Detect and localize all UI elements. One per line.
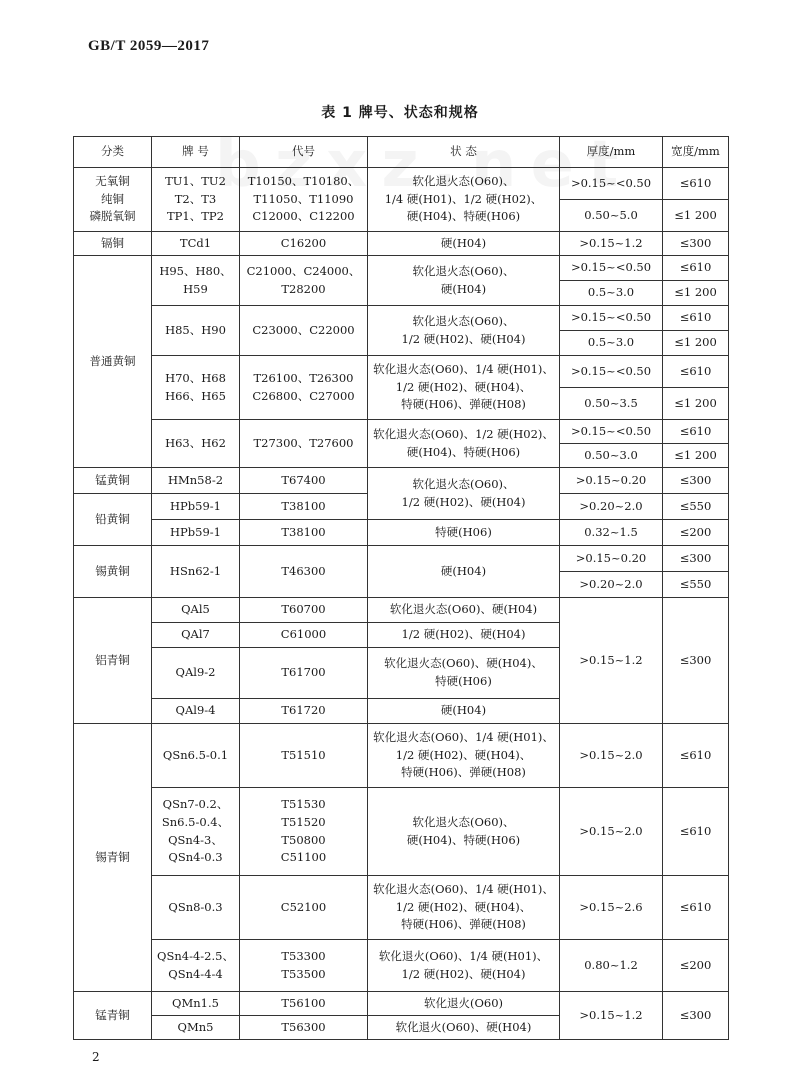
table-cell: >0.15~1.2 <box>560 598 663 724</box>
table-cell: ≤610 <box>663 306 729 331</box>
table-cell: T46300 <box>240 546 368 598</box>
table-cell: T51530 T51520 T50800 C51100 <box>240 788 368 876</box>
table-cell: 软化退火态(O60)、1/2 硬(H02)、 硬(H04)、特硬(H06) <box>368 420 560 468</box>
table-cell: 软化退火态(O60)、硬(H04) <box>368 598 560 623</box>
table-cell: C23000、C22000 <box>240 306 368 356</box>
table-row <box>74 598 729 623</box>
col-header-code: 代号 <box>240 137 368 168</box>
table-cell: 软化退火态(O60)、1/4 硬(H01)、 1/2 硬(H02)、硬(H04)、 特硬(H06)、弹硬(H08) <box>368 724 560 788</box>
table-row <box>74 356 729 388</box>
table-cell: H95、H80、H59 <box>152 256 240 306</box>
table-cell: T10150、T10180、 T11050、T11090 C12000、C12200 <box>240 168 368 232</box>
table-cell: QAl7 <box>152 623 240 648</box>
col-header-width: 宽度/mm <box>663 137 729 168</box>
table-cell: ≤550 <box>663 572 729 598</box>
table-cell: T27300、T27600 <box>240 420 368 468</box>
table-cell: >0.15~0.20 <box>560 546 663 572</box>
col-header-grade: 牌 号 <box>152 137 240 168</box>
table-cell: ≤550 <box>663 494 729 520</box>
table-cell: 0.80~1.2 <box>560 940 663 992</box>
table-cell: 0.50~3.0 <box>560 444 663 468</box>
table-row <box>74 306 729 331</box>
table-cell: HPb59-1 <box>152 494 240 520</box>
table-cell: >0.15~0.20 <box>560 468 663 494</box>
table-cell: 铝青铜 <box>74 598 152 724</box>
table-row <box>74 256 729 281</box>
table-cell: ≤610 <box>663 788 729 876</box>
table-cell: 0.50~5.0 <box>560 200 663 232</box>
table-cell: QSn8-0.3 <box>152 876 240 940</box>
table-row <box>74 420 729 444</box>
table-cell: 0.50~3.5 <box>560 388 663 420</box>
col-header-temper: 状 态 <box>368 137 560 168</box>
header-row <box>74 137 729 168</box>
table-cell: T53300 T53500 <box>240 940 368 992</box>
table-title: 表 1 牌号、状态和规格 <box>321 105 479 121</box>
table-cell: ≤610 <box>663 168 729 200</box>
table-cell: >0.15~2.0 <box>560 724 663 788</box>
table-cell: 锡黄铜 <box>74 546 152 598</box>
table-cell: 软化退火态(O60)、1/4 硬(H01)、 1/2 硬(H02)、硬(H04)、 特硬(H06)、弹硬(H08) <box>368 876 560 940</box>
table-cell: QMn5 <box>152 1016 240 1040</box>
col-header-thickness: 厚度/mm <box>560 137 663 168</box>
table-cell: QAl5 <box>152 598 240 623</box>
table-cell: ≤610 <box>663 724 729 788</box>
table-cell: T61700 <box>240 648 368 699</box>
table-cell: >0.15~1.2 <box>560 232 663 256</box>
table-cell: 软化退火(O60) <box>368 992 560 1016</box>
table-cell: ≤300 <box>663 992 729 1040</box>
table-cell: ≤300 <box>663 232 729 256</box>
table-cell: 特硬(H06) <box>368 520 560 546</box>
grade-state-spec-table <box>73 136 729 1040</box>
table-cell: 软化退火态(O60)、硬(H04)、 特硬(H06) <box>368 648 560 699</box>
table-cell: HPb59-1 <box>152 520 240 546</box>
table-cell: C52100 <box>240 876 368 940</box>
table-row <box>74 940 729 992</box>
table-cell: >0.15~2.0 <box>560 788 663 876</box>
table-cell: 软化退火态(O60)、 1/2 硬(H02)、硬(H04) <box>368 468 560 520</box>
table-row <box>74 546 729 572</box>
table-cell: QMn1.5 <box>152 992 240 1016</box>
table-cell: ≤1 200 <box>663 444 729 468</box>
table-cell: 锡青铜 <box>74 724 152 992</box>
table-row <box>74 468 729 494</box>
table-cell: T38100 <box>240 520 368 546</box>
col-header-category: 分类 <box>74 137 152 168</box>
table-cell: 软化退火(O60)、硬(H04) <box>368 1016 560 1040</box>
table-cell: C21000、C24000、 T28200 <box>240 256 368 306</box>
table-cell: H63、H62 <box>152 420 240 468</box>
table-cell: >0.20~2.0 <box>560 572 663 598</box>
table-cell: T38100 <box>240 494 368 520</box>
table-cell: 锰青铜 <box>74 992 152 1040</box>
table-cell: 无氧铜 纯铜 磷脱氧铜 <box>74 168 152 232</box>
table-cell: TCd1 <box>152 232 240 256</box>
table-cell: 软化退火(O60)、1/4 硬(H01)、 1/2 硬(H02)、硬(H04) <box>368 940 560 992</box>
table-cell: 1/2 硬(H02)、硬(H04) <box>368 623 560 648</box>
table-cell: >0.15~<0.50 <box>560 420 663 444</box>
table-cell: T56300 <box>240 1016 368 1040</box>
table-row <box>74 788 729 876</box>
table-cell: C16200 <box>240 232 368 256</box>
page-number: 2 <box>92 1050 100 1064</box>
table-cell: 硬(H04) <box>368 546 560 598</box>
table-cell: 软化退火态(O60)、 1/2 硬(H02)、硬(H04) <box>368 306 560 356</box>
table-cell: T51510 <box>240 724 368 788</box>
table-row <box>74 168 729 200</box>
table-cell: ≤1 200 <box>663 281 729 306</box>
table-cell: ≤200 <box>663 520 729 546</box>
table-cell: ≤1 200 <box>663 200 729 232</box>
table-cell: >0.15~<0.50 <box>560 256 663 281</box>
table-cell: 镉铜 <box>74 232 152 256</box>
table-cell: 0.5~3.0 <box>560 281 663 306</box>
table-row <box>74 232 729 256</box>
table-cell: >0.15~<0.50 <box>560 306 663 331</box>
table-cell: ≤300 <box>663 546 729 572</box>
table-cell: >0.15~1.2 <box>560 992 663 1040</box>
table-row <box>74 520 729 546</box>
table-cell: ≤610 <box>663 876 729 940</box>
standard-code: GB/T 2059—2017 <box>88 38 210 54</box>
table-cell: T67400 <box>240 468 368 494</box>
table-cell: QSn4-4-2.5、 QSn4-4-4 <box>152 940 240 992</box>
table-cell: TU1、TU2 T2、T3 TP1、TP2 <box>152 168 240 232</box>
table-cell: ≤300 <box>663 598 729 724</box>
table-cell: HMn58-2 <box>152 468 240 494</box>
table-cell: ≤300 <box>663 468 729 494</box>
table-header <box>74 137 729 168</box>
table-cell: QAl9-2 <box>152 648 240 699</box>
table-cell: QSn7-0.2、 Sn6.5-0.4、 QSn4-3、 QSn4-0.3 <box>152 788 240 876</box>
table-cell: 0.32~1.5 <box>560 520 663 546</box>
table-cell: 0.5~3.0 <box>560 331 663 356</box>
table-cell: 软化退火态(O60)、1/4 硬(H01)、 1/2 硬(H02)、硬(H04)、 特硬(H06)、弹硬(H08) <box>368 356 560 420</box>
table-cell: >0.15~2.6 <box>560 876 663 940</box>
table-cell: ≤610 <box>663 356 729 388</box>
table-row <box>74 724 729 788</box>
table-cell: H85、H90 <box>152 306 240 356</box>
table-cell: 软化退火态(O60)、 硬(H04)、特硬(H06) <box>368 788 560 876</box>
table-cell: T56100 <box>240 992 368 1016</box>
table-row <box>74 876 729 940</box>
table-cell: 普通黄铜 <box>74 256 152 468</box>
table-cell: C61000 <box>240 623 368 648</box>
table-cell: T61720 <box>240 699 368 724</box>
table-cell: HSn62-1 <box>152 546 240 598</box>
table-cell: ≤610 <box>663 256 729 281</box>
table-cell: ≤1 200 <box>663 388 729 420</box>
table-cell: >0.15~<0.50 <box>560 356 663 388</box>
table-cell: T26100、T26300 C26800、C27000 <box>240 356 368 420</box>
table-cell: ≤200 <box>663 940 729 992</box>
table-cell: 软化退火态(O60)、 硬(H04) <box>368 256 560 306</box>
table-cell: 软化退火态(O60)、 1/4 硬(H01)、1/2 硬(H02)、 硬(H04)、特硬(H06) <box>368 168 560 232</box>
table-row <box>74 992 729 1016</box>
table-cell: QSn6.5-0.1 <box>152 724 240 788</box>
table-cell: >0.20~2.0 <box>560 494 663 520</box>
table-cell: ≤1 200 <box>663 331 729 356</box>
table-cell: 铅黄铜 <box>74 494 152 546</box>
table-cell: 硬(H04) <box>368 699 560 724</box>
table-cell: ≤610 <box>663 420 729 444</box>
table-cell: >0.15~<0.50 <box>560 168 663 200</box>
table-cell: 锰黄铜 <box>74 468 152 494</box>
table-cell: QAl9-4 <box>152 699 240 724</box>
table-body <box>74 168 729 1040</box>
table-cell: H70、H68 H66、H65 <box>152 356 240 420</box>
table-cell: T60700 <box>240 598 368 623</box>
table-cell: 硬(H04) <box>368 232 560 256</box>
